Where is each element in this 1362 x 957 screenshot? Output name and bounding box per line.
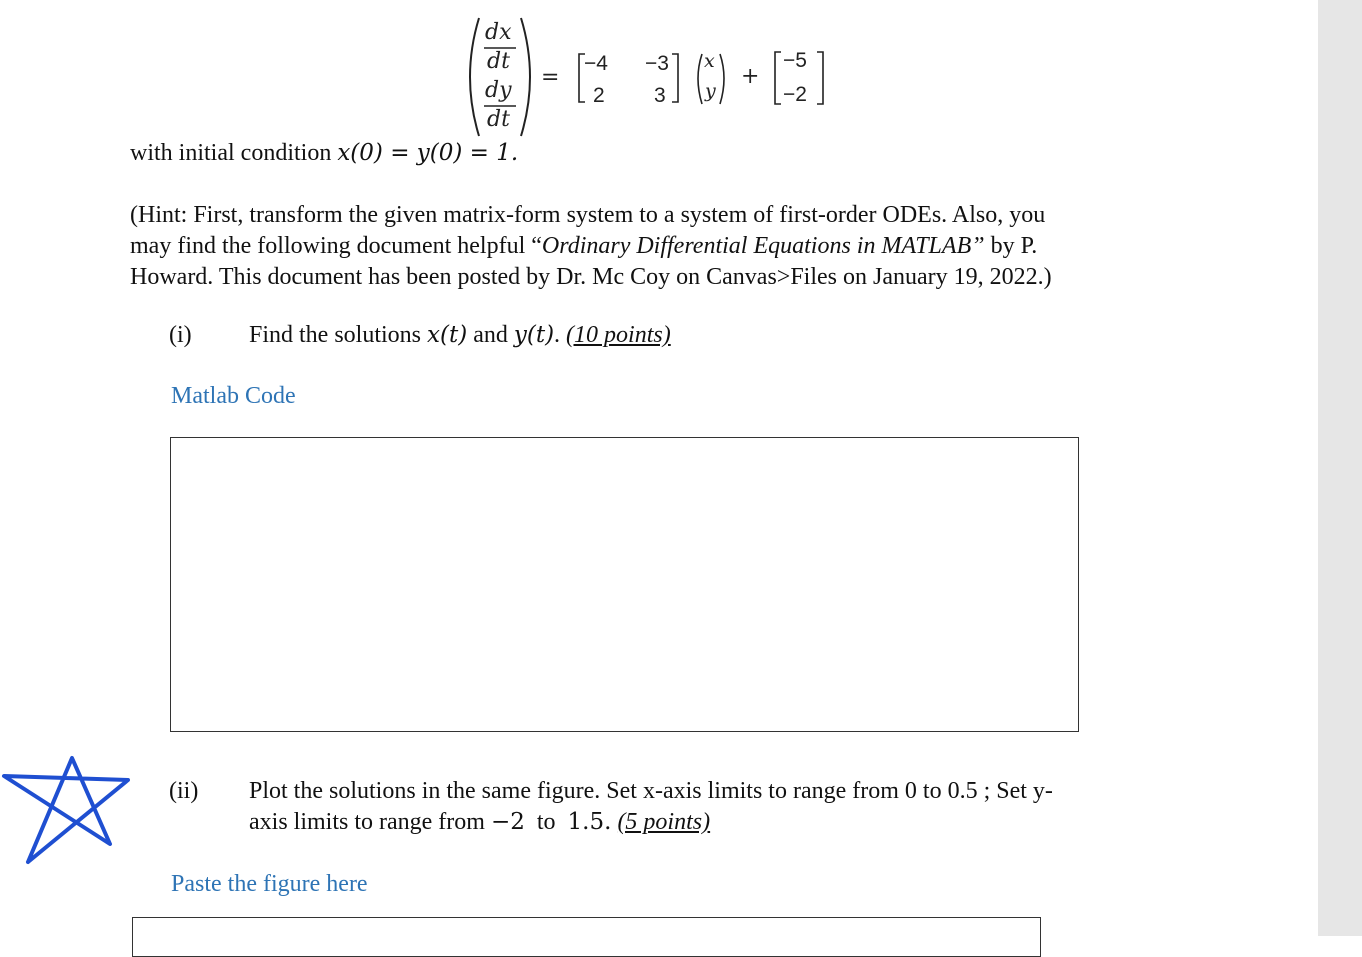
vector-x: x <box>704 50 715 72</box>
initial-condition <box>130 138 518 169</box>
part-i-period: . <box>554 322 567 348</box>
hint-line-2-before: may find the following document helpful “ <box>130 233 542 259</box>
figure-paste-box[interactable] <box>132 917 1041 957</box>
plus-sign: + <box>741 64 760 89</box>
part-ii-line-1: Plot the solutions in the same figure. Set x-axis limits to range from 0 to 0.5 ; Set y- <box>249 778 1053 804</box>
part-i-number: (i) <box>169 322 192 348</box>
document-title: Ordinary Differential Equations in MATLAB” <box>541 233 985 259</box>
part-i-prefix: Find the solutions <box>249 322 428 348</box>
hint-line-2 <box>130 231 1160 262</box>
constant-b2: −2 <box>783 83 807 106</box>
hint-line-3: Howard. This document has been posted by Dr. Mc Coy on Canvas>Files on January 19, 2022.) <box>130 264 1052 290</box>
constant-b1: −5 <box>783 49 807 72</box>
part-ii-line-2 <box>249 807 710 838</box>
part-ii-number: (ii) <box>169 778 199 804</box>
y-limit-upper: 1.5. <box>567 809 612 835</box>
part-i-text <box>249 320 671 351</box>
matrix-a12: −3 <box>645 52 669 75</box>
part-i-points: (10 points) <box>566 322 671 348</box>
part-i-and: and <box>467 322 514 348</box>
y-limit-lower: −2 <box>490 809 525 835</box>
matrix-a22: 3 <box>654 84 666 107</box>
x-of-t: x(t) <box>427 322 468 348</box>
dx-numerator: dx <box>485 20 512 45</box>
part-ii-line-2-before: axis limits to range from <box>249 809 491 835</box>
vector-y: y <box>705 80 716 102</box>
hint-line-2-after: by P. <box>984 233 1038 259</box>
y-of-t: y(t) <box>513 322 555 348</box>
initial-condition-prefix: with initial condition <box>130 140 338 166</box>
equation-brackets <box>455 14 855 140</box>
hint-line-1: (Hint: First, transform the given matrix-form system to a system of first-order ODEs. Also, you <box>130 202 1046 228</box>
part-ii-to: to <box>536 809 556 835</box>
vertical-scrollbar[interactable] <box>1318 0 1362 936</box>
hint-paragraph <box>130 200 1160 293</box>
dt-denominator: dt <box>487 49 510 74</box>
ode-system-equation <box>455 14 855 140</box>
matlab-code-box[interactable] <box>170 437 1079 732</box>
part-ii-points: (5 points) <box>617 809 711 835</box>
dy-numerator: dy <box>485 78 512 103</box>
dt-denominator-2: dt <box>487 107 510 132</box>
matlab-code-heading: Matlab Code <box>171 383 296 409</box>
initial-condition-math: x(0) = y(0) = 1. <box>337 140 519 166</box>
star-icon <box>0 752 136 870</box>
equals-sign: = <box>541 65 560 90</box>
matrix-a11: −4 <box>584 52 608 75</box>
paste-figure-heading: Paste the figure here <box>171 871 368 897</box>
matrix-a21: 2 <box>593 84 605 107</box>
